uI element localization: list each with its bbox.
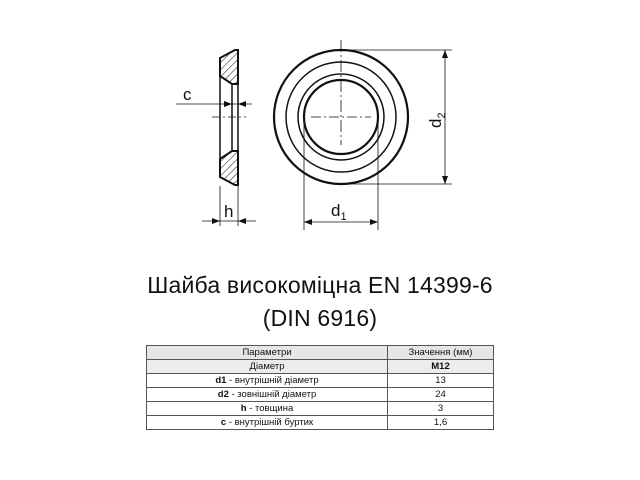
washer-side-section-view	[176, 50, 256, 226]
product-title: Шайба високоміцна EN 14399-6	[147, 272, 493, 298]
dim-label-d2: $d_2$	[426, 112, 448, 128]
dim-label-h: h	[224, 202, 234, 221]
param-description: - внутрішній діаметр	[226, 374, 319, 386]
param-label	[147, 416, 388, 430]
table-row	[147, 402, 494, 416]
spec-table-header	[147, 346, 494, 360]
header-values: Значення (мм)	[388, 346, 494, 360]
param-symbol: c	[220, 416, 227, 428]
param-label	[147, 360, 388, 374]
param-value: 24	[388, 388, 494, 402]
param-label	[147, 402, 388, 416]
washer-front-view	[274, 40, 452, 230]
product-standard: (DIN 6916)	[262, 305, 378, 331]
param-value: M12	[388, 360, 494, 374]
param-description: - внутрішній буртик	[226, 416, 314, 428]
param-symbol: d1	[215, 374, 227, 386]
param-symbol: h	[240, 402, 247, 414]
table-row	[147, 374, 494, 388]
param-label	[147, 374, 388, 388]
dim-label-d1: $d_1$	[331, 201, 347, 223]
upper-section-hatch	[220, 50, 238, 84]
param-description: - зовнішній діаметр	[228, 388, 317, 400]
table-row	[147, 360, 494, 374]
spec-table	[146, 345, 494, 430]
param-description: Діаметр	[249, 360, 285, 372]
param-value: 13	[388, 374, 494, 388]
table-row	[147, 416, 494, 430]
table-row	[147, 388, 494, 402]
param-label	[147, 388, 388, 402]
header-parameters: Параметри	[147, 346, 388, 360]
param-symbol: d2	[217, 388, 229, 400]
param-value: 3	[388, 402, 494, 416]
dim-label-c: c	[183, 85, 192, 104]
lower-section-hatch	[220, 151, 238, 185]
param-description: - товщина	[246, 402, 294, 414]
param-value: 1,6	[388, 416, 494, 430]
